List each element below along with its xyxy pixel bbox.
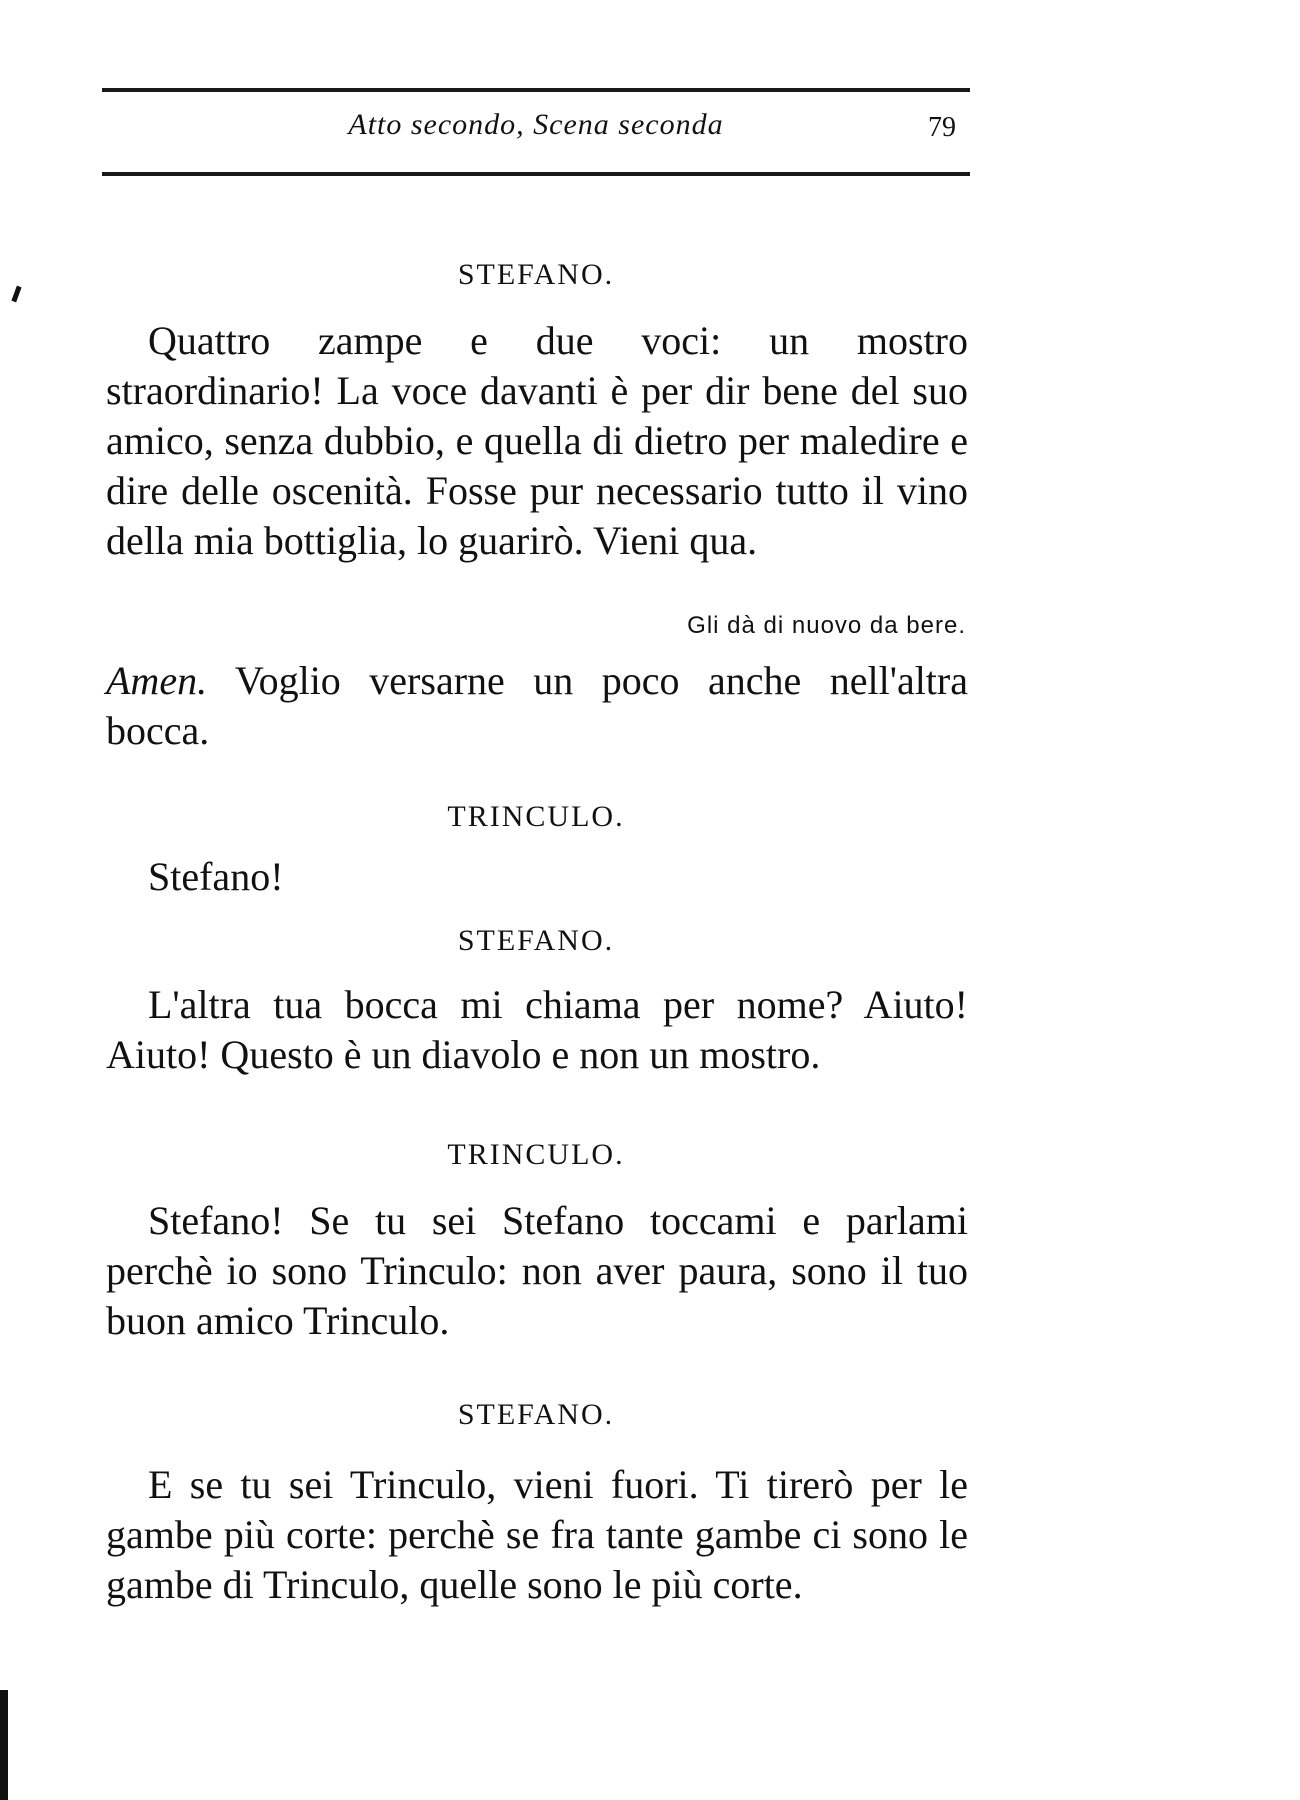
page-number: 79 xyxy=(928,112,956,143)
speech-emphasis: Amen. xyxy=(106,658,208,703)
speaker-heading-stefano: STEFANO. xyxy=(457,924,615,957)
header-rule-top xyxy=(102,88,970,92)
speaker-heading-stefano: STEFANO. xyxy=(457,1398,615,1431)
speaker-heading-trinculo: TRINCULO. xyxy=(447,800,625,833)
scan-speck xyxy=(11,286,21,303)
speech-paragraph: Stefano! xyxy=(148,854,284,899)
stage-direction: Gli dà di nuovo da bere. xyxy=(687,612,966,639)
speech-paragraph: Quattro zampe e due voci: un mostro straordinario! La voce davanti è per dir bene del suo amico, senza dubbio, e quella di dietro per maledire e dire delle oscenità. Fosse pur necessario tutto il vino della mia bottiglia, lo guarirò. Vieni qua. xyxy=(106,318,968,563)
speech-paragraph: L'altra tua bocca mi chiama per nome? Aiuto! Aiuto! Questo è un diavolo e non un mostro. xyxy=(106,982,968,1077)
speech-paragraph: Stefano! Se tu sei Stefano toccami e parlami perchè io sono Trinculo: non aver paura, sono il tuo buon amico Trinculo. xyxy=(106,1198,968,1343)
header-rule-bottom xyxy=(102,172,970,176)
scan-edge-shadow xyxy=(0,1690,8,1800)
speaker-heading-stefano: STEFANO. xyxy=(457,258,615,291)
speech-paragraph: E se tu sei Trinculo, vieni fuori. Ti tirerò per le gambe più corte: perchè se fra tante gambe ci sono le gambe di Trinculo, quelle sono le più corte. xyxy=(106,1462,968,1607)
speech-continuation: Voglio versarne un poco anche nell'altra bocca. xyxy=(106,658,968,753)
speaker-heading-trinculo: TRINCULO. xyxy=(447,1138,625,1171)
running-header: Atto secondo, Scena seconda xyxy=(348,108,724,141)
speech-paragraph xyxy=(106,656,968,756)
